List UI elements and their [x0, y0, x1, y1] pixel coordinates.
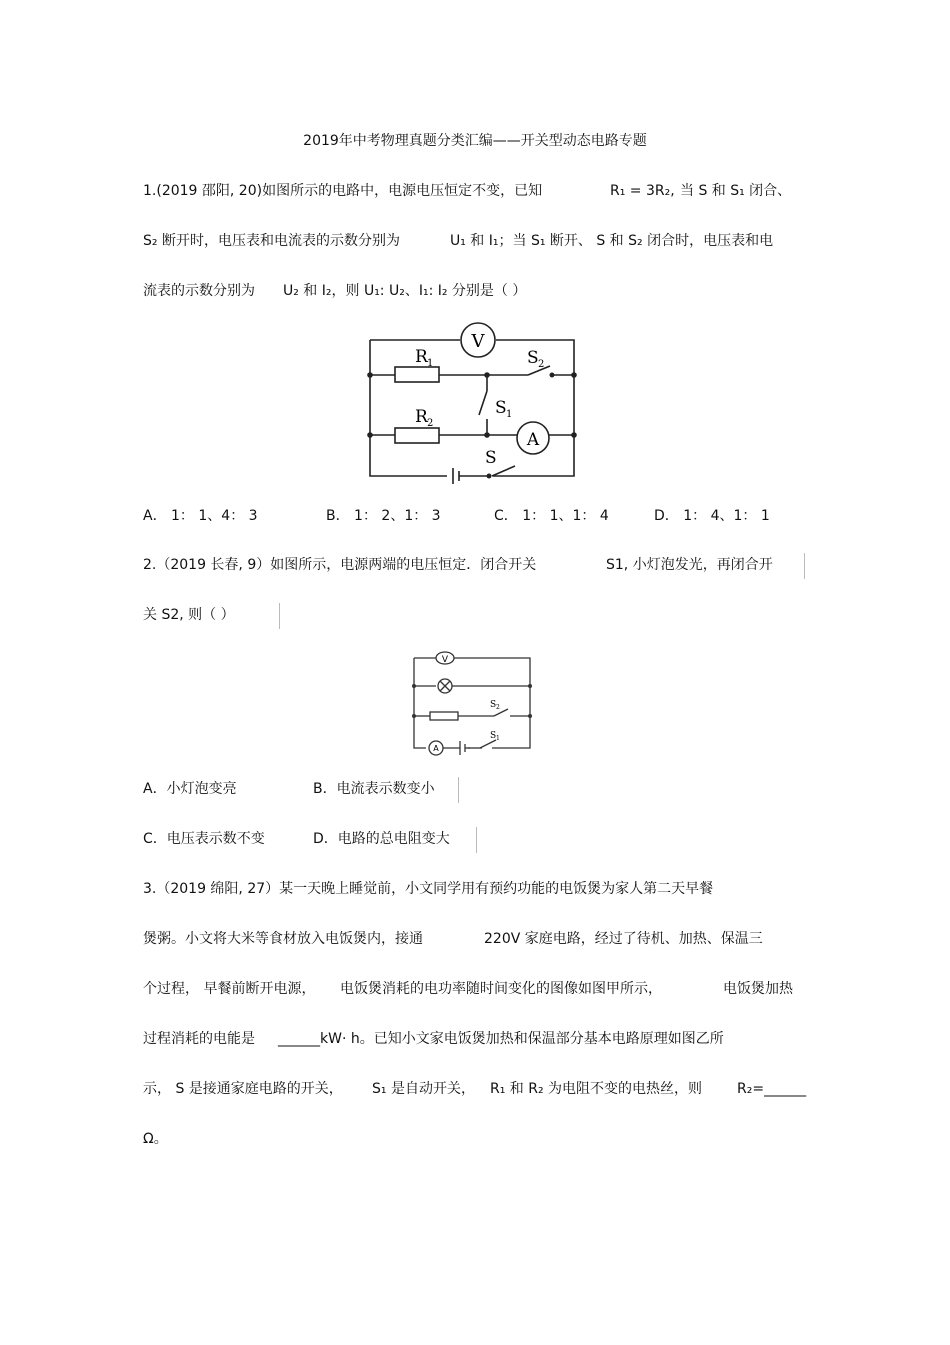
q1-line1-condition: 当 S 和 S₁ 闭合、	[680, 183, 792, 199]
q1-option-d: D． 1： 4、1： 1	[654, 508, 770, 524]
resistor-r1-icon	[395, 367, 439, 382]
svg-text:2: 2	[538, 359, 545, 370]
svg-text:R: R	[415, 407, 428, 427]
q1-line1-text: 1.(2019 邵阳, 20)如图所示的电路中，电源电压恒定不变，已知	[143, 183, 543, 199]
svg-text:A: A	[526, 430, 540, 450]
q1-line3-question: U₂ 和 I₂，则 U₁: U₂、I₁: I₂ 分别是（ ）	[283, 283, 527, 299]
q1-line2-condition: U₁ 和 I₁；当 S₁ 断开、 S 和 S₂ 闭合时，电压表和电	[450, 233, 774, 249]
svg-text:1: 1	[496, 735, 500, 742]
q1-line2-text: S₂ 断开时，电压表和电流表的示数分别为	[143, 233, 400, 249]
svg-text:2: 2	[496, 704, 500, 711]
q2-line2-text: 关 S2, 则（ ）	[143, 607, 235, 623]
q2-option-b: B．电流表示数变小	[313, 781, 435, 797]
svg-text:V: V	[441, 655, 449, 665]
q3-line5-blank: R₂=______	[737, 1081, 807, 1097]
resistor-r2-icon	[395, 428, 439, 443]
q2-circuit-diagram	[408, 650, 536, 756]
svg-text:R: R	[415, 347, 428, 367]
q1-line3-text: 流表的示数分别为	[143, 283, 255, 299]
q2-line1-condition: S1, 小灯泡发光，再闭合开	[606, 557, 773, 573]
svg-text:S: S	[527, 348, 539, 368]
q2-option-c: C．电压表示数不变	[143, 831, 265, 847]
q3-line3-text: 个过程， 早餐前断开电源，	[143, 981, 316, 997]
voltmeter-label: V	[471, 331, 485, 352]
page-title: 2019年中考物理真题分类汇编——开关型动态电路专题	[303, 133, 647, 149]
svg-text:S: S	[485, 448, 497, 468]
q3-line1: 3.（2019 绵阳, 27）某一天晚上睡觉前，小文同学用有预约功能的电饭煲为家人第二天早餐	[143, 881, 714, 897]
q3-line5-switch: S₁ 是自动开关，	[372, 1081, 475, 1097]
svg-text:2: 2	[427, 418, 434, 429]
svg-text:S: S	[495, 398, 507, 418]
svg-text:S: S	[490, 731, 497, 741]
resistor-icon	[430, 712, 458, 720]
svg-text:1: 1	[506, 409, 513, 420]
q1-circuit-diagram	[360, 318, 585, 488]
q1-option-a: A． 1： 1、4： 3	[143, 508, 258, 524]
svg-text:A: A	[433, 744, 439, 753]
q1-option-c: C． 1： 1、1： 4	[494, 508, 609, 524]
q2-line1-text: 2.（2019 长春, 9）如图所示，电源两端的电压恒定．闭合开关	[143, 557, 537, 573]
q2-option-a: A．小灯泡变亮	[143, 781, 237, 797]
q1-option-b: B． 1： 2、1： 3	[326, 508, 441, 524]
q3-line3-middle: 电饭煲消耗的电功率随时间变化的图像如图甲所示，	[340, 981, 662, 997]
q3-line5-resistors: R₁ 和 R₂ 为电阻不变的电热丝，则	[490, 1081, 703, 1097]
q3-line4-text: 过程消耗的电能是	[143, 1031, 255, 1047]
q3-line6-unit: Ω。	[143, 1131, 168, 1147]
q3-line2-text: 煲粥。小文将大米等食材放入电饭煲内，接通	[143, 931, 423, 947]
q2-option-d: D．电路的总电阻变大	[313, 831, 450, 847]
q3-line2-voltage: 220V 家庭电路，经过了待机、加热、保温三	[484, 931, 763, 947]
svg-text:S: S	[490, 700, 497, 710]
q3-line3-end: 电饭煲加热	[723, 981, 793, 997]
svg-text:1: 1	[427, 358, 434, 369]
q3-line5-text: 示， S 是接通家庭电路的开关，	[143, 1081, 343, 1097]
q3-line4-blank: ______kW· h。已知小文家电饭煲加热和保温部分基本电路原理如图乙所	[278, 1031, 724, 1047]
q1-line1-formula: R₁ = 3R₂,	[610, 183, 675, 199]
